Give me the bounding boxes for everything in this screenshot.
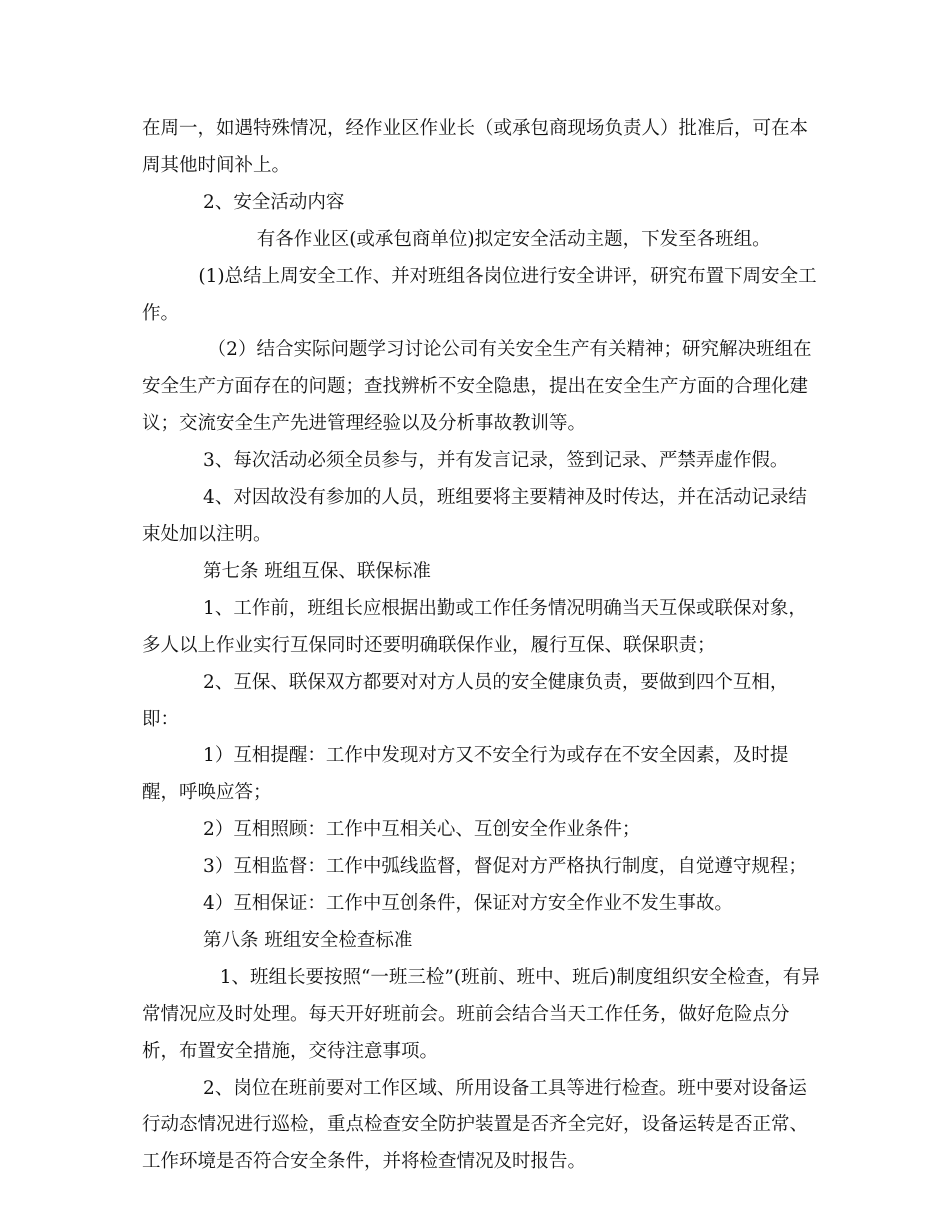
paragraph-item-2-heading: 2、安全活动内容: [203, 191, 345, 213]
paragraph-mutual-guarantee: 4）互相保证：工作中互创条件，保证对方安全作业不发生事故。: [203, 893, 733, 915]
paragraph-item-4: 4、对因故没有参加的人员，班组要将主要精神及时传达，并在活动记录结束处加以注明。: [142, 487, 807, 545]
paragraph-mutual-supervision: 3）互相监督：工作中弧线监督，督促对方严格执行制度，自觉遵守规程；: [203, 856, 807, 878]
section-heading-article-8: 第八条 班组安全检查标准: [203, 929, 413, 951]
paragraph-item-2: （2）结合实际问题学习讨论公司有关安全生产有关精神；研究解决班组在安全生产方面存在的问题；查找辨析不安全隐患，提出在安全生产方面的合理化建议；交流安全生产先进管理经验以及分析事故教训等。: [142, 339, 812, 435]
paragraph-article-8-item-2: 2、岗位在班前要对工作区域、所用设备工具等进行检查。班中要对设备运行动态情况进行巡检，重点检查安全防护装置是否齐全完好，设备运转是否正常、工作环境是否符合安全条件，并将检查情况及时报告。: [142, 1077, 809, 1173]
document-body: [142, 111, 822, 1181]
paragraph-activity-theme: 有各作业区(或承包商单位)拟定安全活动主题，下发至各班组。: [256, 228, 771, 250]
paragraph-continuation: 在周一，如遇特殊情况，经作业区作业长（或承包商现场负责人）批准后，可在本周其他时间补上。: [142, 118, 809, 176]
paragraph-article-7-item-2: 2、互保、联保双方都要对对方人员的安全健康负责，要做到四个互相，即：: [142, 671, 789, 730]
paragraph-article-8-item-1: 1、班组长要按照“一班三检”(班前、班中、班后)制度组织安全检查，有异常情况应及时处理。每天开好班前会。班前会结合当天工作任务，做好危险点分析，布置安全措施，交待注意事项。: [142, 966, 820, 1062]
paragraph-article-7-item-1: 1、工作前，班组长应根据出勤或工作任务情况明确当天互保或联保对象，多人以上作业实行互保同时还要明确联保作业，履行互保、联保职责；: [142, 597, 807, 656]
paragraph-item-3: 3、每次活动必须全员参与，并有发言记录，签到记录、严禁弄虚作假。: [203, 450, 789, 472]
paragraph-item-1: (1)总结上周安全工作、并对班组各岗位进行安全讲评，研究布置下周安全工作。: [142, 265, 817, 324]
section-heading-article-7: 第七条 班组互保、联保标准: [203, 560, 431, 582]
paragraph-mutual-care: 2）互相照顾：工作中互相关心、互创安全作业条件；: [203, 819, 641, 841]
paragraph-mutual-reminder: 1）互相提醒：工作中发现对方又不安全行为或存在不安全因素，及时提醒，呼唤应答；: [142, 745, 789, 804]
